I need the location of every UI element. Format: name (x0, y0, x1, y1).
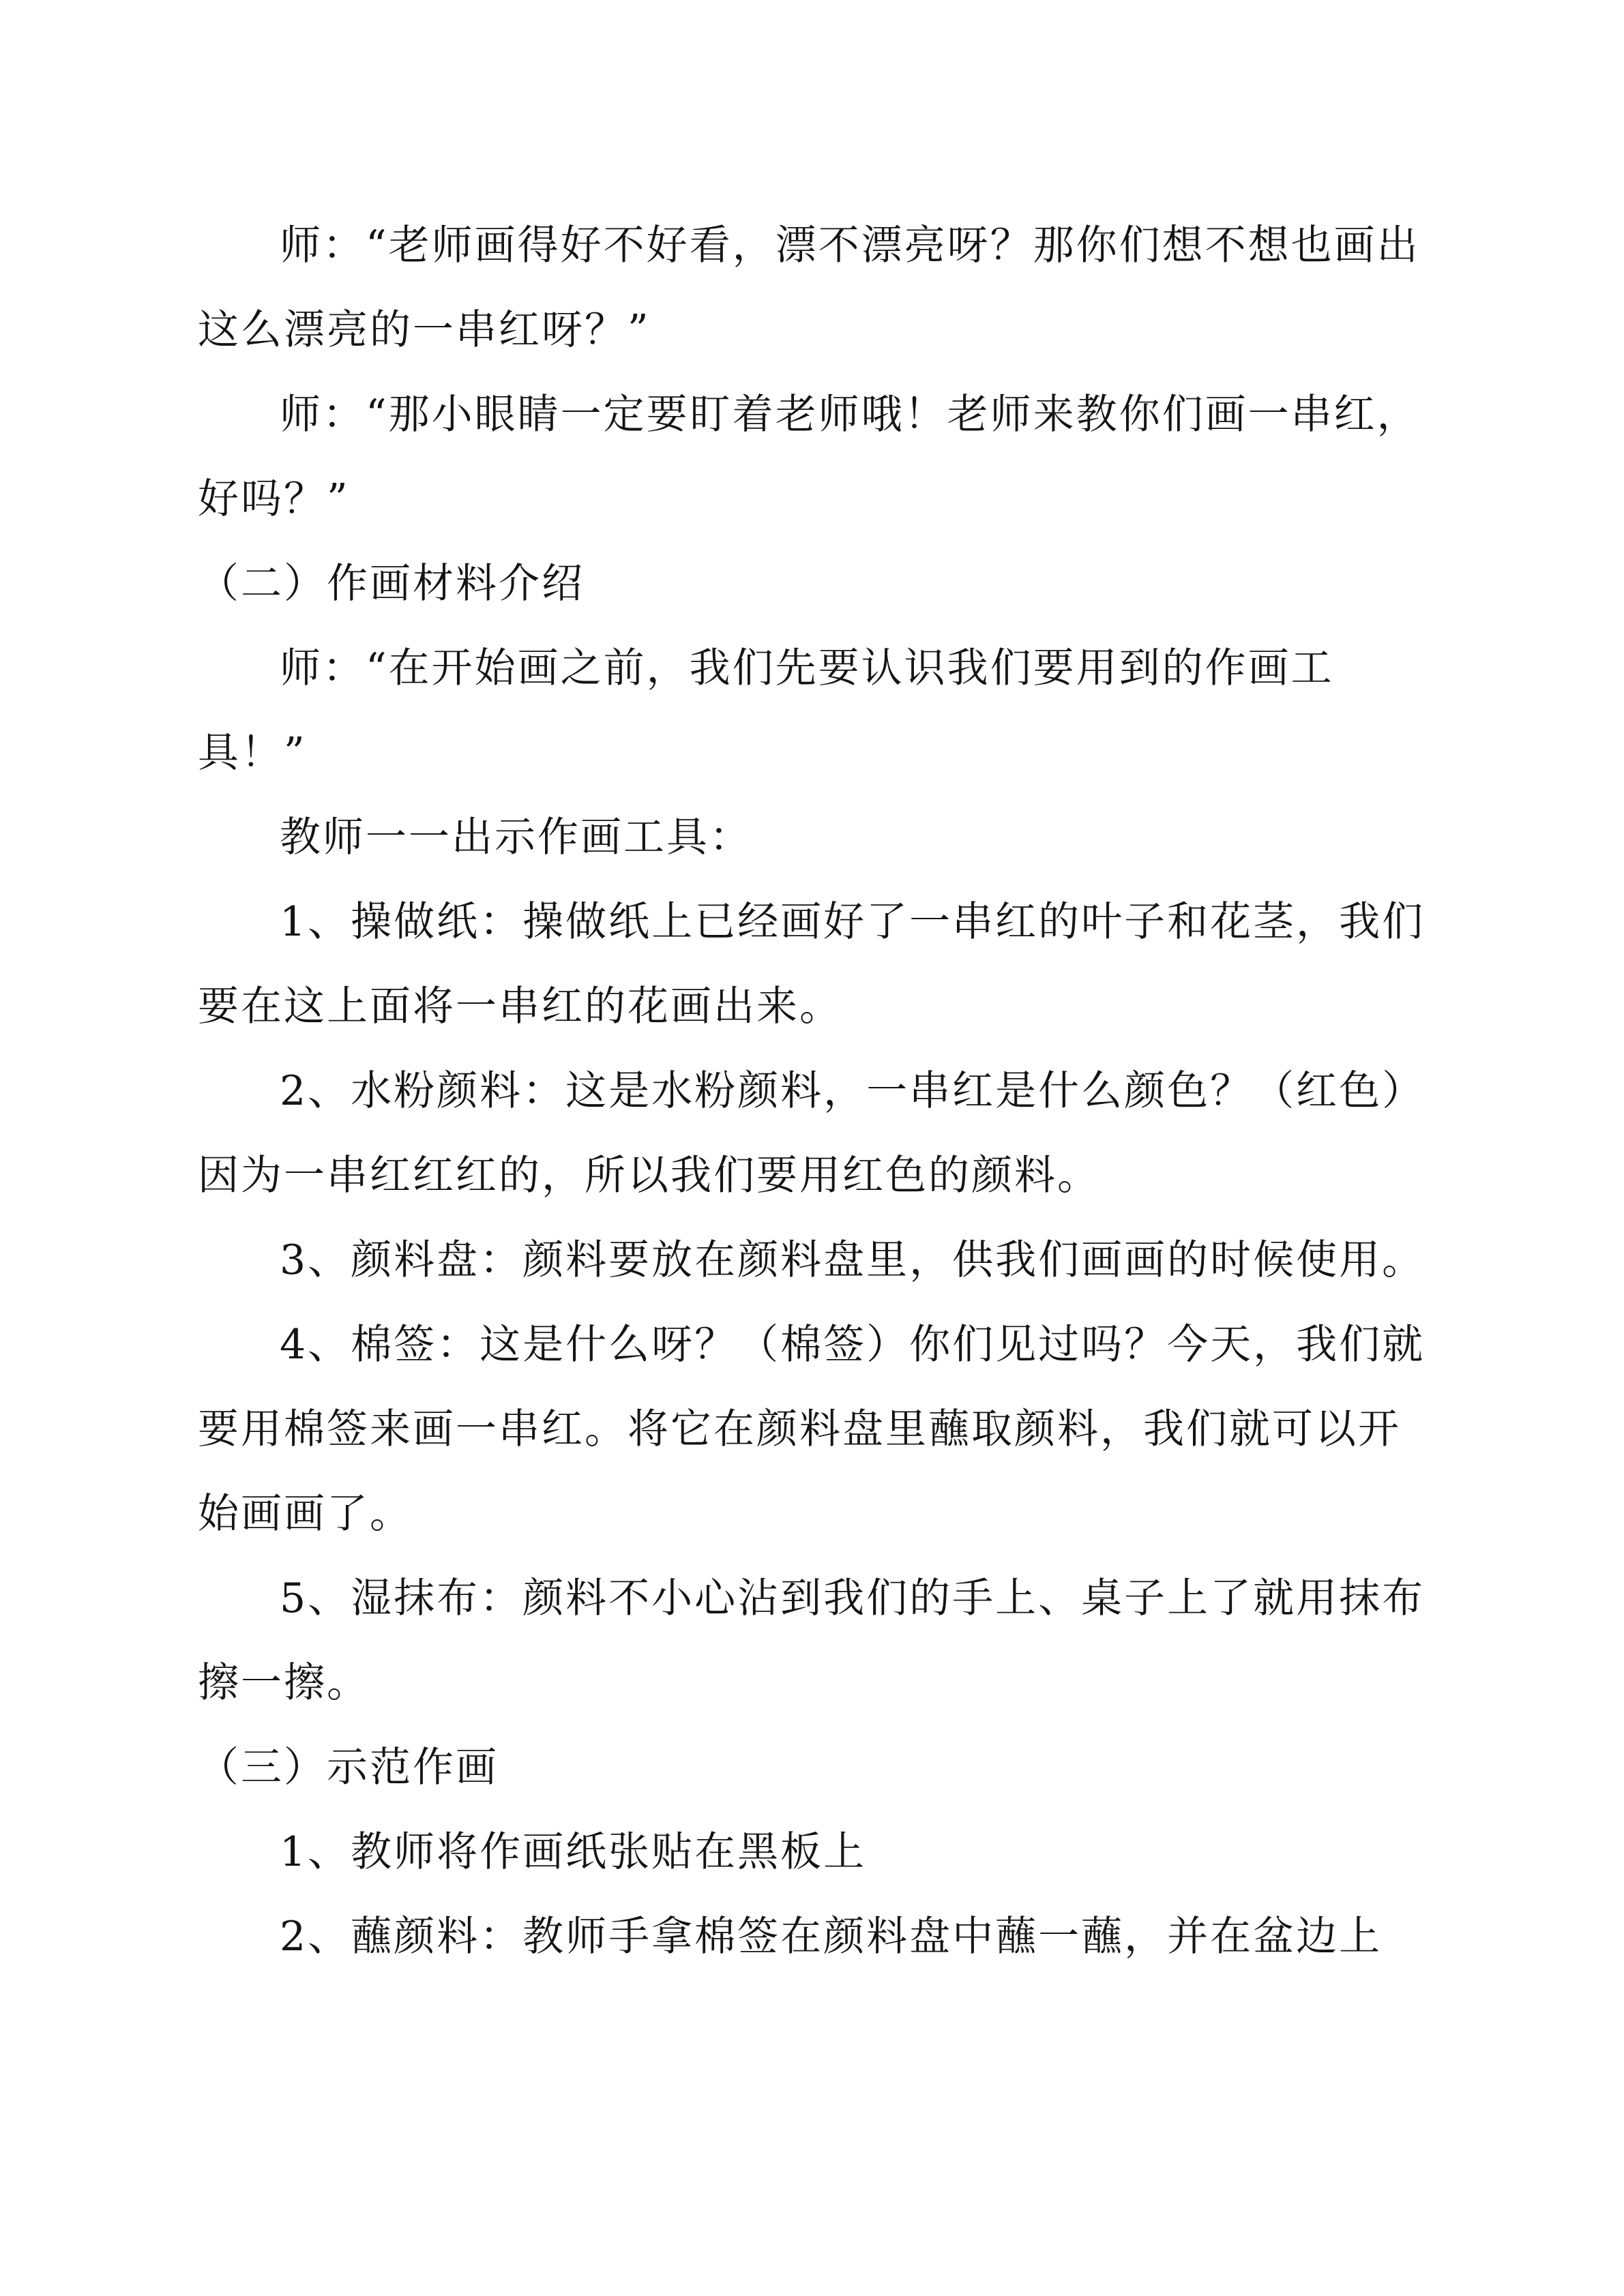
list-item-paper: 1、操做纸：操做纸上已经画好了一串红的叶子和花茎，我们要在这上面将一串红的花画出来。 (198, 898, 1426, 1030)
paragraph-teacher-tools-intro: 师：“在开始画之前，我们先要认识我们要用到的作画工具！” (198, 644, 1334, 777)
list-item-palette: 3、颜料盘：颜料要放在颜料盘里，供我们画画的时候使用。 (280, 1236, 1426, 1284)
list-item-dip-paint: 2、蘸颜料：教师手拿棉签在颜料盘中蘸一蘸，并在盆边上 (280, 1913, 1383, 1960)
section-heading-materials: （二）作画材料介绍 (198, 560, 585, 608)
paragraph-show-tools: 教师一一出示作画工具： (280, 814, 752, 861)
document-body (198, 203, 1426, 1979)
list-item-cotton-swab: 4、棉签：这是什么呀？（棉签）你们见过吗？今天，我们就要用棉签来画一串红。将它在颜料盘里蘸取颜料，我们就可以开始画画了。 (198, 1321, 1426, 1538)
list-item-paint: 2、水粉颜料：这是水粉颜料，一串红是什么颜色？（红色）因为一串红红红的，所以我们要用红色的颜料。 (198, 1067, 1426, 1199)
list-item-wet-cloth: 5、湿抹布：颜料不小心沾到我们的手上、桌子上了就用抹布擦一擦。 (198, 1575, 1426, 1707)
paragraph-teacher-question: 师：“老师画得好不好看，漂不漂亮呀？那你们想不想也画出这么漂亮的一串红呀？” (198, 222, 1420, 354)
paragraph-teacher-instruction: 师：“那小眼睛一定要盯着老师哦！老师来教你们画一串红，好吗？” (198, 391, 1420, 523)
section-heading-demonstration: （三）示范作画 (198, 1744, 499, 1791)
list-item-post-paper: 1、教师将作画纸张贴在黑板上 (280, 1828, 867, 1876)
